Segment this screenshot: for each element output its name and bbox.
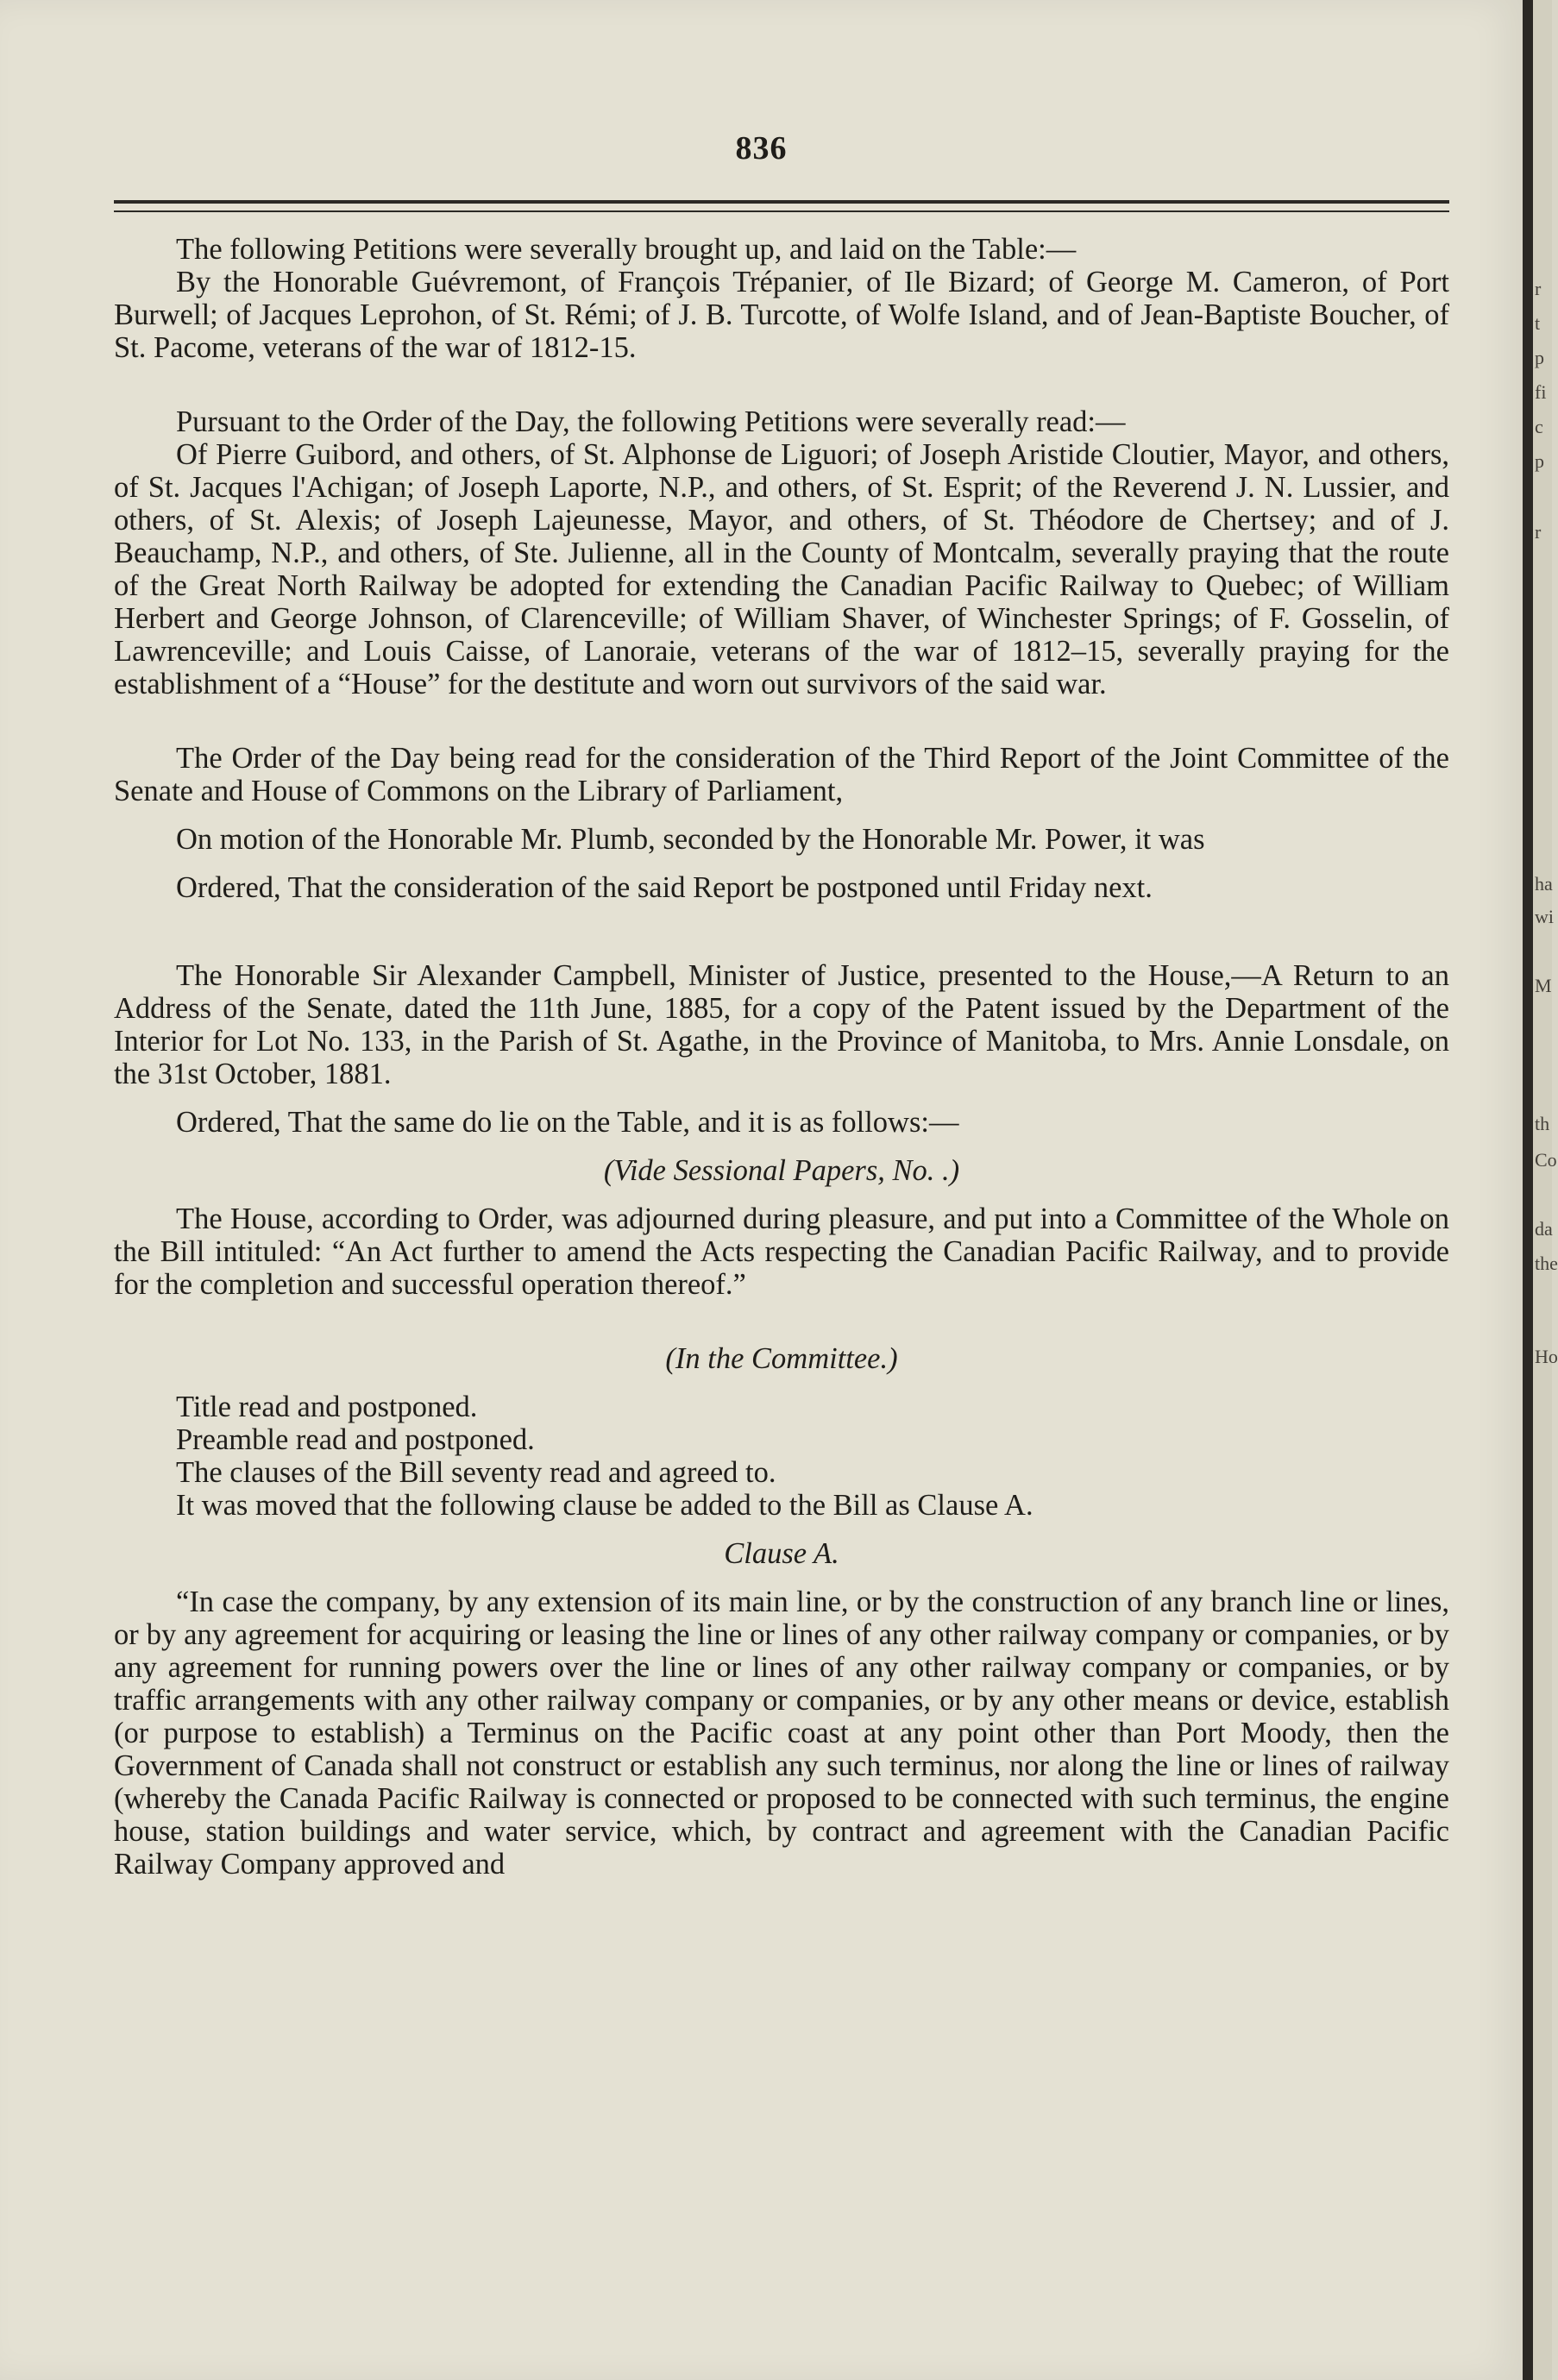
line-preamble-postponed: Preamble read and postponed. [176,1423,535,1456]
vide-sessional-papers: (Vide Sessional Papers, No. .) [603,1154,960,1187]
page-number: 836 [735,130,788,166]
page-gutter-edge [1523,0,1533,2380]
header-rule-thin [114,210,1449,212]
paragraph-order-of-day-petitions: Pursuant to the Order of the Day, the following Petitions were severally read:— [176,405,1126,438]
paragraph-petitions-guevremont: By the Honorable Guévremont, of François Trépanier, of Ile Bizard; of George M. Cameron, of Port Burwell; of Jacques Leprohon, of St. Rémi; of J. B. Turcotte, of Wolfe Island, and of Jean-Baptiste Boucher, of St. Pacome, veterans of the war of 1812-15. [114,266,1449,364]
paragraph-library-report: The Order of the Day being read for the consideration of the Third Report of the Joint Committee of the Senate and House of Commons on the Library of Parliament, [114,742,1449,807]
document-body [114,233,1449,1881]
header-rule-thick [114,200,1449,204]
adjacent-fragment: ha [1535,873,1553,895]
paragraph-motion-plumb: On motion of the Honorable Mr. Plumb, seconded by the Honorable Mr. Power, it was [176,823,1205,856]
paragraph-committee-of-whole: The House, according to Order, was adjourned during pleasure, and put into a Committee of the Whole on the Bill intituled: “An Act further to amend the Acts respecting the Canadian Pacific Railway, and to provide for the completion and successful operation thereof.” [114,1203,1449,1301]
adjacent-fragment: the [1535,1253,1558,1274]
adjacent-fragment: c [1535,416,1543,437]
adjacent-fragment: th [1535,1113,1550,1134]
adjacent-fragment: Ho [1535,1346,1558,1367]
adjacent-page-strip [1533,0,1558,2380]
adjacent-fragment: r [1535,521,1542,543]
paragraph-petitions-read-list: Of Pierre Guibord, and others, of St. Alphonse de Liguori; of Joseph Aristide Cloutier, Mayor, and others, of St. Jacques l'Achigan; of Joseph Laporte, N.P., and others, of St. Esprit; of the Reverend J. N. Lussier, and others, of St. Alexis; of Joseph Lajeunesse, Mayor, and others, of St. Théodore de Chertsey; and of J. Beauchamp, N.P., and others, of Ste. Julienne, all in the County of Montcalm, severally praying that the route of the Great North Railway be adopted for extending the Canadian Pacific Railway to Quebec; of William Herbert and George Johnson, of Clarenceville; of William Shaver, of Winchester Springs; of F. Gosselin, of Lawrenceville; and Louis Caisse, of Lanoraie, veterans of the war of 1812–15, severally praying for the establishment of a “House” for the destitute and worn out survivors of the said war. [114,438,1449,700]
paragraph-ordered-lie-on-table: Ordered, That the same do lie on the Table, and it is as follows:— [176,1106,959,1139]
paragraph-petitions-brought-up: The following Petitions were severally brought up, and laid on the Table:— [176,233,1077,266]
line-title-postponed: Title read and postponed. [176,1391,478,1423]
adjacent-fragment: p [1535,347,1544,368]
adjacent-fragment: r [1535,278,1542,299]
adjacent-fragment: t [1535,312,1541,334]
adjacent-fragment: Co [1535,1149,1557,1171]
adjacent-fragment: M [1535,975,1552,996]
adjacent-fragment: p [1535,450,1544,472]
line-clauses-agreed: The clauses of the Bill seventy read and agreed to. [176,1456,776,1489]
paragraph-clause-a-text: “In case the company, by any extension of its main line, or by the construction of any branch line or lines, or by any agreement for acquiring or leasing the line or lines of any other railway company or companies, or by any agreement for running powers over the line or lines of any other railway company or companies, or by traffic arrangements with any other railway company or companies, or by any other means or device, establish (or purpose to establish) a Terminus on the Pacific coast at any point other than Port Moody, then the Government of Canada shall not construct or establish any such terminus, nor along the line or lines of railway (whereby the Canada Pacific Railway is connected or proposed to be connected with such terminus, the engine house, station buildings and water service, which, by contract and agreement with the Canadian Pacific Railway Company approved and [114,1586,1449,1881]
clause-a-heading: Clause A. [724,1537,839,1570]
adjacent-fragment: wi [1535,906,1554,927]
adjacent-fragment: fi [1535,381,1547,403]
paragraph-ordered-postponed: Ordered, That the consideration of the said Report be postponed until Friday next. [176,871,1153,904]
adjacent-fragment: da [1535,1218,1553,1240]
line-clause-moved: It was moved that the following clause be added to the Bill as Clause A. [176,1489,1033,1522]
in-committee-heading: (In the Committee.) [665,1342,898,1375]
paragraph-campbell-return: The Honorable Sir Alexander Campbell, Minister of Justice, presented to the House,—A Return to an Address of the Senate, dated the 11th June, 1885, for a copy of the Patent issued by the Department of the Interior for Lot No. 133, in the Parish of St. Agathe, in the Province of Manitoba, to Mrs. Annie Lonsdale, on the 31st October, 1881. [114,959,1449,1090]
